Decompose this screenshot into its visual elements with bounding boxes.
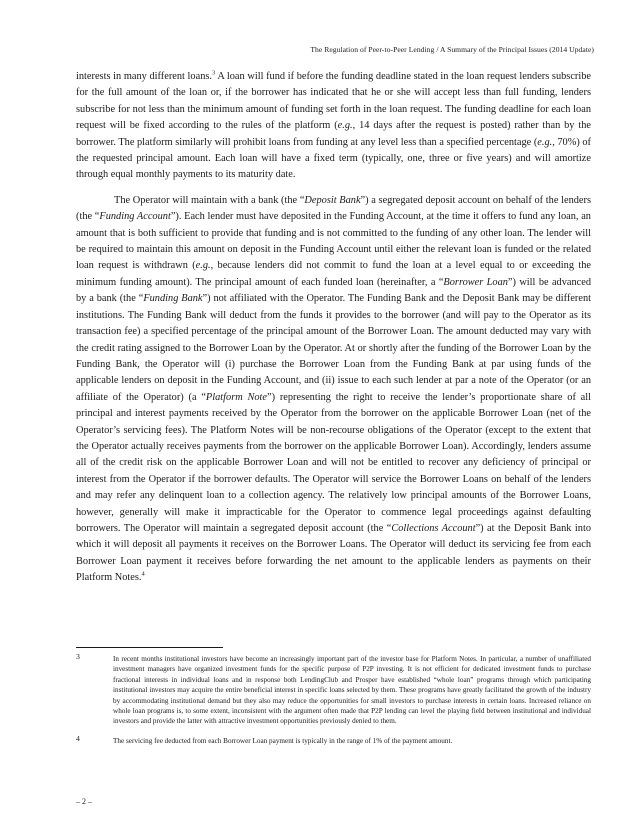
footnote-text: In recent months institutional investors have become an increasingly important part of the investor base for Platform Notes. In particular, a number of unaffiliated investment managers have organized investment funds for the specific purpose of P2P investing. It is not efficient for dedicated investment funds to purchase fractional interests in individual loans and in response both LendingClub and Prosper have established “whole loan” programs through which participating institutional investors may acquire the entire beneficial interest in specific loans selected by them. These programs have greatly facilitated the growth of the industry by accommodating institutional demand but they also may reduce the opportunities for small investors to purchase interests in certain loans. Increased reliance on whole loan programs is, to some extent, inconsistent with the argument often made that P2P lending can level the playing field between institutional and individual investors and provide the latter with attractive investment opportunities previously denied to them.	[113, 655, 591, 726]
defined-term-deposit-bank: Deposit Bank	[304, 194, 361, 206]
footnote-number: 3	[76, 652, 80, 661]
footnote-4	[76, 733, 591, 746]
footnote-3	[76, 654, 591, 727]
footnote-text: The servicing fee deducted from each Borrower Loan payment is typically in the range of 1% of the payment amount.	[113, 736, 453, 745]
running-header: The Regulation of Peer-to-Peer Lending / A Summary of the Principal Issues (2014 Update)	[310, 45, 594, 54]
footnotes	[76, 654, 591, 746]
footnote-separator	[76, 647, 223, 648]
footnote-ref-3[interactable]: 3	[211, 69, 216, 77]
paragraph-1: interests in many different loans.$^3$ A loan will fund if before the funding deadline stated in the loan request lenders subscribe for the full amount of the loan or, if the borrower has indicated that he or she will accept less than full funding, lenders subscribe for not less than the minimum amount of funding set forth in the loan request. The funding deadline for each loan request will be fixed according to the rules of the platform (e.g., 14 days after the request is posted) rather than by the borrower. The platform similarly will prohibit loans from funding at any level less than a specified percentage (e.g., 70%) of the requested principal amount. Each loan will have a fixed term (typically, one, three or five years) and will amortize through equal monthly payments to its maturity date.	[76, 69, 592, 181]
page-number: – 2 –	[76, 797, 92, 806]
footnote-number: 4	[76, 733, 80, 743]
paragraph-2: The Operator will maintain with a bank (the “Deposit Bank”) a segregated deposit account on behalf of the lenders (the “Funding Account”). Each lender must have deposited in the Funding Account, at the time it offers to fund any loan, an amount that is both sufficient to provide that funding and is not committed to the funding of any other loan. The lender will be required to maintain this amount on deposit in the Funding Account until either the relevant loan is funded or the related loan request is withdrawn (e.g., because lenders did not commit to fund the loan at a level equal to or exceeding the minimum funding amount). The principal amount of each funded loan (hereinafter, a “Borrower Loan”) will be advanced by a bank (the “Funding Bank”) not affiliated with the Operator. The Funding Bank and the Deposit Bank may be different institutions. The Funding Bank will deduct from the funds it provides to the borrower (and will pay to the Operator as its transaction fee) a specified percentage of the principal amount of the Borrower Loan. The amount deducted may vary with the credit rating assigned to the Borrower Loan by the Operator. At or shortly after the funding of the Borrower Loan by the Funding Bank, the Operator will (i) purchase the Borrower Loan from the Funding Bank at par using funds of the applicable lenders on deposit in the Funding Account, and (ii) issue to each such lender at par a note of the Operator (or an affiliate of the Operator) (a “Platform Note”) representing the right to receive the lender’s proportionate share of all principal and interest payments received by the Operator from the borrower on the applicable Borrower Loan (net of the Operator’s servicing fees). The Platform Notes will be non-recourse obligations of the Operator (except to the extent that the Operator actually receives payments from the borrower on the applicable Borrower Loan). Accordingly, lenders assume all of the credit risk on the applicable Borrower Loan and will not be entitled to recover any deficiency of principal or interest from the Operator if the borrower defaults. The Operator will service the Borrower Loans on behalf of the lenders and may refer any delinquent loan to a collection agency. The relatively low principal amounts of the Borrower Loans, however, generally will make it impracticable for the Operator to commence legal proceedings against defaulting borrowers. The Operator will maintain a segregated deposit account (the “Collections Account”) at the Deposit Bank into which it will deposit all payments it receives on the Borrower Loans. The Operator will deduct its servicing fee from each Borrower Loan payment it receives before forwarding the net amount to the applicable lenders as payments on their Platform Notes.$^4$	[76, 194, 592, 584]
footnote-ref-4[interactable]: 4	[141, 570, 145, 578]
defined-term-borrower-loan: Borrower Loan	[443, 276, 508, 288]
defined-term-collections-account: Collections Account	[391, 522, 476, 534]
defined-term-funding-bank: Funding Bank	[143, 293, 203, 305]
defined-term-funding-account: Funding Account	[99, 211, 171, 223]
body-text	[76, 69, 591, 587]
defined-term-platform-note: Platform Note	[205, 391, 268, 403]
